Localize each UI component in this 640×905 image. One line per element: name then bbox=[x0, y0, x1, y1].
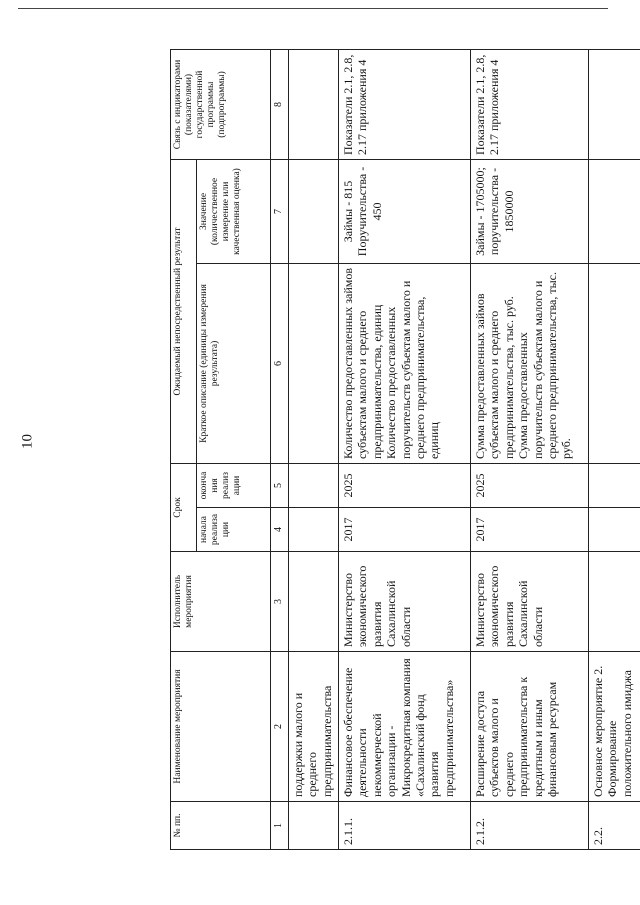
header-executor: Исполнитель мероприятия bbox=[171, 552, 271, 652]
row-end bbox=[289, 463, 339, 507]
row-link: Показатели 2.1, 2.8, 2.17 приложения 4 bbox=[339, 49, 471, 159]
page-number: 10 bbox=[19, 434, 36, 449]
table-row bbox=[339, 49, 471, 849]
row-name: Финансовое обеспечение деятельности некоммерческой организации - Микрокредитная компания «Сахалинский фонд развития предпринимательства» bbox=[339, 652, 471, 802]
row-executor: Министерство экономического развития Сахалинской области bbox=[471, 552, 589, 652]
row-desc bbox=[589, 263, 640, 463]
index-cell: 4 bbox=[271, 508, 289, 552]
row-num: 2.1.2. bbox=[471, 802, 589, 850]
header-end: оконча ния реализ ации bbox=[197, 463, 271, 507]
row-link bbox=[589, 49, 640, 159]
row-value: Займы - 815 Поручительства - 450 bbox=[339, 159, 471, 263]
row-num: 2.2. bbox=[589, 802, 640, 850]
row-start bbox=[289, 508, 339, 552]
row-num bbox=[289, 802, 339, 850]
row-executor bbox=[289, 552, 339, 652]
row-desc: Количество предоставленных займов субъектам малого и среднего предпринимательства, единиц Количество предоставленных поручительств субъектам малого и среднего предпринимательства, единиц bbox=[339, 263, 471, 463]
row-num: 2.1.1. bbox=[339, 802, 471, 850]
index-cell: 6 bbox=[271, 263, 289, 463]
row-name: Основное мероприятие 2. Формирование положительного имиджа bbox=[589, 652, 640, 802]
row-value bbox=[289, 159, 339, 263]
row-end: 2025 bbox=[471, 463, 589, 507]
index-cell: 8 bbox=[271, 49, 289, 159]
header-value: Значение (количественное измерение или качественная оценка) bbox=[197, 159, 271, 263]
header-row-1 bbox=[171, 49, 197, 849]
row-start: 2017 bbox=[471, 508, 589, 552]
row-executor: Министерство экономического развития Сахалинской области bbox=[339, 552, 471, 652]
header-term: Срок bbox=[171, 463, 197, 551]
row-start: 2017 bbox=[339, 508, 471, 552]
row-link: Показатели 2.1, 2.8, 2.17 приложения 4 bbox=[471, 49, 589, 159]
header-desc: Краткое описание (единицы измерения результата) bbox=[197, 263, 271, 463]
table-row bbox=[471, 49, 589, 849]
table-row bbox=[589, 49, 640, 849]
index-cell: 3 bbox=[271, 552, 289, 652]
header-name: Наименование мероприятия bbox=[171, 652, 271, 802]
row-end: 2025 bbox=[339, 463, 471, 507]
index-cell: 5 bbox=[271, 463, 289, 507]
header-num: № пп. bbox=[171, 802, 271, 850]
row-name: поддержки малого и среднего предпринимательства bbox=[289, 652, 339, 802]
row-executor bbox=[589, 552, 640, 652]
header-link: Связь с индикаторами (показателями) государственной программы (подпрограммы) bbox=[171, 49, 271, 159]
top-rule bbox=[18, 8, 608, 9]
header-result: Ожидаемый непосредственный результат bbox=[171, 159, 197, 463]
rotated-page bbox=[170, 50, 634, 850]
index-cell: 2 bbox=[271, 652, 289, 802]
row-link bbox=[289, 49, 339, 159]
row-desc bbox=[289, 263, 339, 463]
row-desc: Сумма предоставленных займов субъектам малого и среднего предпринимательства, тыс. руб. Сумма предоставленных поручительств субъектам малого и среднего предпринимательства, тыс. руб. bbox=[471, 263, 589, 463]
row-value: Займы - 1705000; поручительства - 1850000 bbox=[471, 159, 589, 263]
row-name: Расширение доступа субъектов малого и среднего предпринимательства к кредитным и иным финансовым ресурсам bbox=[471, 652, 589, 802]
row-end bbox=[589, 463, 640, 507]
row-value bbox=[589, 159, 640, 263]
header-start: начала реализа ции bbox=[197, 508, 271, 552]
table-row bbox=[289, 49, 339, 849]
row-start bbox=[589, 508, 640, 552]
index-cell: 7 bbox=[271, 159, 289, 263]
index-row bbox=[271, 49, 289, 849]
index-cell: 1 bbox=[271, 802, 289, 850]
measures-table bbox=[170, 49, 640, 850]
